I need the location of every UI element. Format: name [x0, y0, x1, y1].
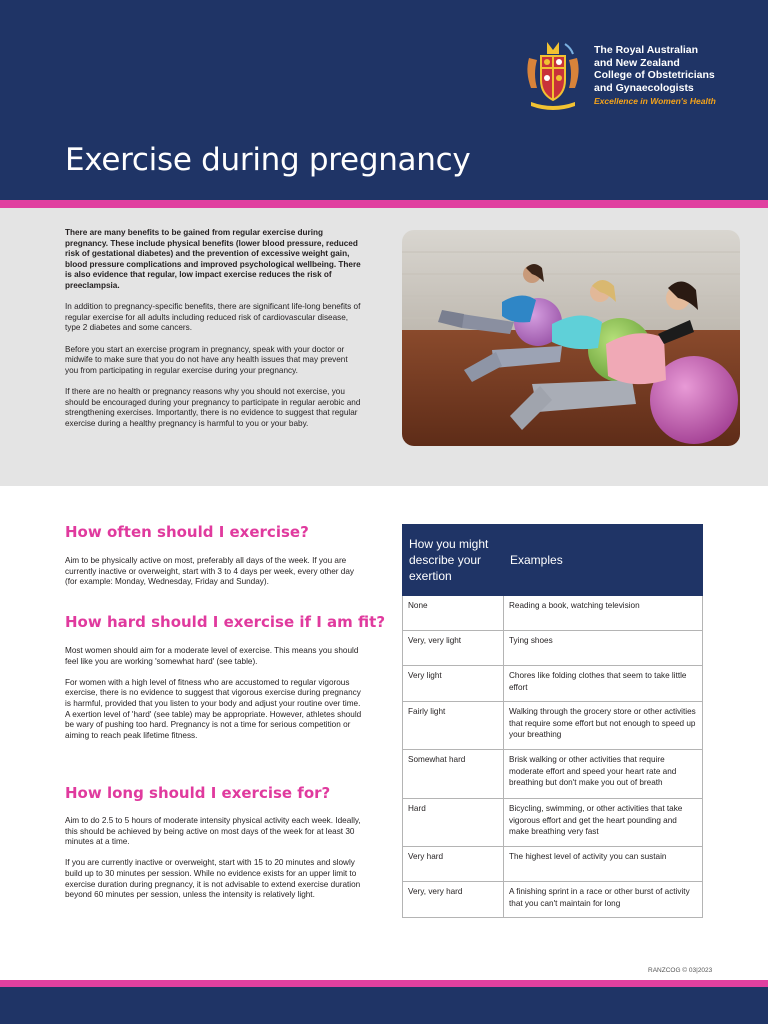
table-cell-exertion: Hard: [403, 799, 504, 847]
header-accent-stripe: [0, 200, 768, 208]
table-cell-exertion: None: [403, 596, 504, 631]
exertion-table: [402, 524, 703, 918]
footer-accent-stripe: [0, 980, 768, 987]
section-paragraph: For women with a high level of fitness who are accustomed to regular vigorous exercise, there is no evidence to suggest that vigorous exercise during pregnancy is harmful, provided that you listen to your body and adjust your routine over time. A exertion level of 'hard' (see table) may be appropriate. However, athletes should be wary of pushing too hard. Pregnancy is not a time for serious competition or aiming to reach peak lifetime fitness.: [65, 677, 362, 740]
org-tagline: Excellence in Women's Health: [594, 96, 716, 106]
table-row: [403, 799, 703, 847]
table-cell-example: Tying shoes: [504, 631, 703, 666]
section-body-how-long: [65, 816, 365, 911]
table-cell-exertion: Very light: [403, 666, 504, 702]
intro-panel: [0, 208, 768, 486]
org-name-line: and New Zealand: [594, 56, 680, 69]
table-row: [403, 666, 703, 702]
table-cell-exertion: Fairly light: [403, 702, 504, 750]
page-title: Exercise during pregnancy: [65, 142, 471, 178]
section-heading-how-often: How often should I exercise?: [65, 523, 309, 541]
section-paragraph: Aim to be physically active on most, preferably all days of the week. If you are currently inactive or overweight, start with 3 to 4 days per week, every other day (for example: Monday, Wednesday, Friday and Sunday).: [65, 556, 354, 587]
section-body-how-hard: [65, 646, 365, 752]
table-cell-exertion: Somewhat hard: [403, 750, 504, 799]
table-cell-example: Reading a book, watching television: [504, 596, 703, 631]
table-header-examples: Examples: [504, 525, 703, 596]
table-header-row: [403, 525, 703, 596]
table-cell-exertion: Very, very light: [403, 631, 504, 666]
section-heading-how-hard: How hard should I exercise if I am fit?: [65, 613, 386, 631]
org-name-line: College of Obstetricians: [594, 69, 715, 81]
pregnant-women-exercise-ball-photo: [402, 230, 740, 446]
table-cell-example: A finishing sprint in a race or other burst of activity that you can't maintain for long: [504, 882, 703, 918]
table-cell-example: The highest level of activity you can sustain: [504, 847, 703, 882]
table-header-exertion: How you might describe your exertion: [403, 525, 504, 596]
section-paragraph: If you are currently inactive or overweight, start with 15 to 20 minutes and slowly build up to 30 minutes per session. While no evidence exists for an upper limit to exercise duration during pregnancy, it is not advisable to extend exercise duration beyond 60 minutes per session, unless the intensity is relatively light.: [65, 858, 361, 900]
table-cell-exertion: Very, very hard: [403, 882, 504, 918]
table-row: [403, 882, 703, 918]
section-heading-how-long: How long should I exercise for?: [65, 784, 331, 802]
table-row: [403, 847, 703, 882]
section-body-how-often: [65, 556, 365, 598]
table-cell-example: Brisk walking or other activities that require moderate effort and speed your heart rate and breathing but don't make you out of breath: [504, 750, 703, 799]
table-row: [403, 596, 703, 631]
table-cell-exertion: Very hard: [403, 847, 504, 882]
table-cell-example: Bicycling, swimming, or other activities that take vigorous effort and get the heart pounding and make breathing very fast: [504, 799, 703, 847]
table-row: [403, 702, 703, 750]
table-row: [403, 631, 703, 666]
section-paragraph: Most women should aim for a moderate level of exercise. This means you should feel like you are working 'somewhat hard' (see table).: [65, 646, 359, 666]
intro-paragraph: There are many benefits to be gained from regular exercise during pregnancy. These include physical benefits (lower blood pressure, reduced risk of gestational diabetes) and the prevention of excessive weight gain, blood pressure complications and improved psychological wellbeing. There is also evidence that regular, low impact exercise reduces the risk of preeclampsia.: [65, 228, 361, 290]
org-name-line: The Royal Australian: [594, 44, 699, 56]
document-code: RANZCOG © 03|2023: [648, 967, 713, 974]
intro-paragraph: Before you start an exercise program in pregnancy, speak with your doctor or midwife to make sure that you do not have any health issues that may prevent you from participating in regular exercise during your pregnancy.: [65, 344, 348, 375]
table-row: [403, 750, 703, 799]
coat-of-arms-logo: [521, 38, 585, 112]
intro-text: [65, 228, 363, 440]
intro-paragraph: If there are no health or pregnancy reasons why you should not exercise, you should be encouraged during your pregnancy to participate in regular aerobic and strengthening exercises. Importantly, there is no evidence to suggest that regular exercise during a healthy pregnancy is harmful to you or your baby.: [65, 386, 361, 428]
table-cell-example: Chores like folding clothes that seem to take little effort: [504, 666, 703, 702]
table-cell-example: Walking through the grocery store or other activities that require some effort but not enough to speed up your breathing: [504, 702, 703, 750]
intro-paragraph: In addition to pregnancy-specific benefits, there are significant life-long benefits of regular exercise for all adults including reduced risk of cardiovascular disease, type 2 diabetes and some cancers.: [65, 302, 361, 333]
org-name-line: and Gynaecologists: [594, 81, 694, 94]
section-paragraph: Aim to do 2.5 to 5 hours of moderate intensity physical activity each week. Ideally, this should be achieved by being active on most days of the week for at least 30 minutes at a time.: [65, 816, 361, 847]
footer-banner: [0, 987, 768, 1024]
org-name: [594, 44, 764, 94]
header-banner: [0, 0, 768, 200]
